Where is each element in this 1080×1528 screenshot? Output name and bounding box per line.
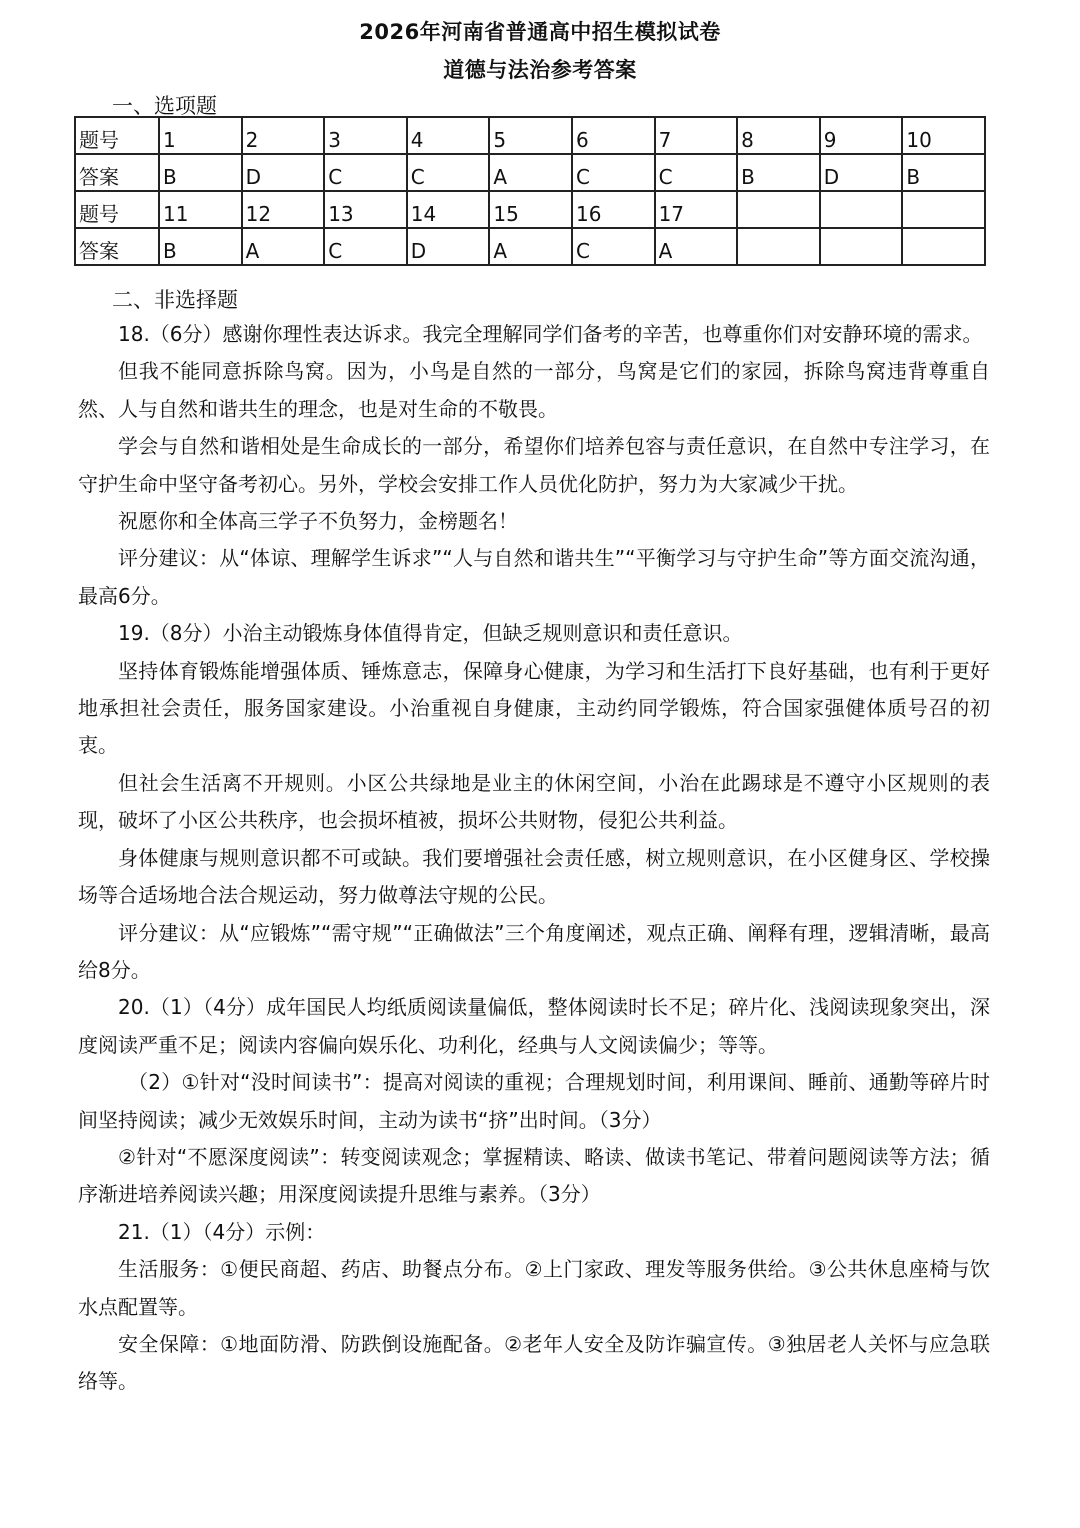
answer-paragraph: 学会与自然和谐相处是生命成长的一部分，希望你们培养包容与责任意识，在自然中专注学习，在守护生命中坚守备考初心。另外，学校会安排工作人员优化防护，努力为大家减少干扰。: [78, 434, 990, 496]
table-cell: 2: [242, 117, 325, 154]
table-cell: 10: [902, 117, 985, 154]
table-cell: A: [489, 154, 572, 191]
table-cell: [820, 191, 903, 228]
table-cell: D: [407, 228, 490, 265]
table-cell: A: [242, 228, 325, 265]
table-cell: [820, 228, 903, 265]
table-row-label: 答案: [75, 228, 159, 265]
table-cell: C: [655, 154, 738, 191]
table-row: [75, 117, 985, 154]
table-row: [75, 191, 985, 228]
table-cell: 13: [324, 191, 407, 228]
table-cell: A: [655, 228, 738, 265]
answer-paragraph: ②针对“不愿深度阅读”：转变阅读观念；掌握精读、略读、做读书笔记、带着问题阅读等方法；循序渐进培养阅读兴趣；用深度阅读提升思维与素养。（3分）: [78, 1144, 990, 1207]
table-cell: A: [489, 228, 572, 265]
table-cell: 12: [242, 191, 325, 228]
table-cell: B: [902, 154, 985, 191]
table-cell: 5: [489, 117, 572, 154]
answer-paragraph: 坚持体育锻炼能增强体质、锤炼意志，保障身心健康，为学习和生活打下良好基础，也有利于更好地承担社会责任，服务国家建设。小治重视自身健康，主动约同学锻炼，符合国家强健体质号召的初衷。: [78, 658, 990, 758]
table-cell: B: [159, 228, 242, 265]
table-cell: B: [737, 154, 820, 191]
table-cell: [902, 191, 985, 228]
table-cell: 15: [489, 191, 572, 228]
table-cell: 4: [407, 117, 490, 154]
answer-paragraph: 评分建议：从“体谅、理解学生诉求”“人与自然和谐共生”“平衡学习与守护生命”等方面交流沟通，最高6分。: [78, 546, 990, 608]
table-cell: 17: [655, 191, 738, 228]
table-cell: 3: [324, 117, 407, 154]
table-cell: C: [572, 228, 655, 265]
page-title: 2026年河南省普通高中招生模拟试卷: [359, 20, 721, 44]
answer-paragraph: 安全保障：①地面防滑、防跌倒设施配备。②老年人安全及防诈骗宣传。③独居老人关怀与应急联络等。: [78, 1331, 990, 1394]
table-cell: [737, 191, 820, 228]
answer-paragraph: 祝愿你和全体高三学子不负努力，金榜题名！: [118, 509, 518, 534]
table-cell: [737, 228, 820, 265]
table-cell: C: [324, 154, 407, 191]
answer-paragraph: 评分建议：从“应锻炼”“需守规”“正确做法”三个角度阐述，观点正确、阐释有理，逻辑清晰，最高给8分。: [78, 920, 990, 982]
table-row-label: 题号: [75, 191, 159, 228]
table-cell: 8: [737, 117, 820, 154]
answer-paragraph: 19.（8分）小治主动锻炼身体值得肯定，但缺乏规则意识和责任意识。: [118, 621, 743, 646]
table-cell: 6: [572, 117, 655, 154]
table-cell: D: [242, 154, 325, 191]
answer-table: [74, 116, 986, 266]
answer-paragraph: 身体健康与规则意识都不可或缺。我们要增强社会责任感，树立规则意识，在小区健身区、学校操场等合适场地合法合规运动，努力做尊法守规的公民。: [78, 845, 990, 908]
table-cell: 9: [820, 117, 903, 154]
table-cell: [902, 228, 985, 265]
table-cell: 16: [572, 191, 655, 228]
table-cell: C: [407, 154, 490, 191]
table-row-label: 答案: [75, 154, 159, 191]
answer-paragraph: 但社会生活离不开规则。小区公共绿地是业主的休闲空间，小治在此踢球是不遵守小区规则的表现，破坏了小区公共秩序，也会损坏植被，损坏公共财物，侵犯公共利益。: [78, 770, 990, 833]
answer-paragraph: （2）①针对“没时间读书”：提高对阅读的重视；合理规划时间，利用课间、睡前、通勤等碎片时间坚持阅读；减少无效娱乐时间，主动为读书“挤”出时间。（3分）: [78, 1070, 990, 1132]
section-heading-choice: 一、选项题: [112, 94, 217, 118]
answer-paragraph: 21.（1）（4分）示例：: [118, 1219, 326, 1244]
table-cell: 11: [159, 191, 242, 228]
answer-paragraph: 18.（6分）感谢你理性表达诉求。我完全理解同学们备考的辛苦，也尊重你们对安静环境的需求。: [118, 322, 983, 346]
answer-paragraph: 但我不能同意拆除鸟窝。因为，小鸟是自然的一部分，鸟窝是它们的家园，拆除鸟窝违背尊重自然、人与自然和谐共生的理念，也是对生命的不敬畏。: [78, 359, 990, 421]
table-cell: B: [159, 154, 242, 191]
answer-paragraph: 20.（1）（4分）成年国民人均纸质阅读量偏低，整体阅读时长不足；碎片化、浅阅读现象突出，深度阅读严重不足；阅读内容偏向娱乐化、功利化，经典与人文阅读偏少；等等。: [78, 995, 990, 1057]
table-row-label: 题号: [75, 117, 159, 154]
table-cell: 14: [407, 191, 490, 228]
table-cell: C: [572, 154, 655, 191]
table-cell: C: [324, 228, 407, 265]
table-row: [75, 154, 985, 191]
table-row: [75, 228, 985, 265]
table-cell: 7: [655, 117, 738, 154]
answer-paragraph: 生活服务：①便民商超、药店、助餐点分布。②上门家政、理发等服务供给。③公共休息座椅与饮水点配置等。: [78, 1257, 990, 1319]
page-subtitle: 道德与法治参考答案: [443, 58, 637, 82]
answers-body: [78, 316, 990, 1401]
table-cell: 1: [159, 117, 242, 154]
section-heading-non-choice: 二、非选择题: [112, 288, 238, 312]
table-cell: D: [820, 154, 903, 191]
